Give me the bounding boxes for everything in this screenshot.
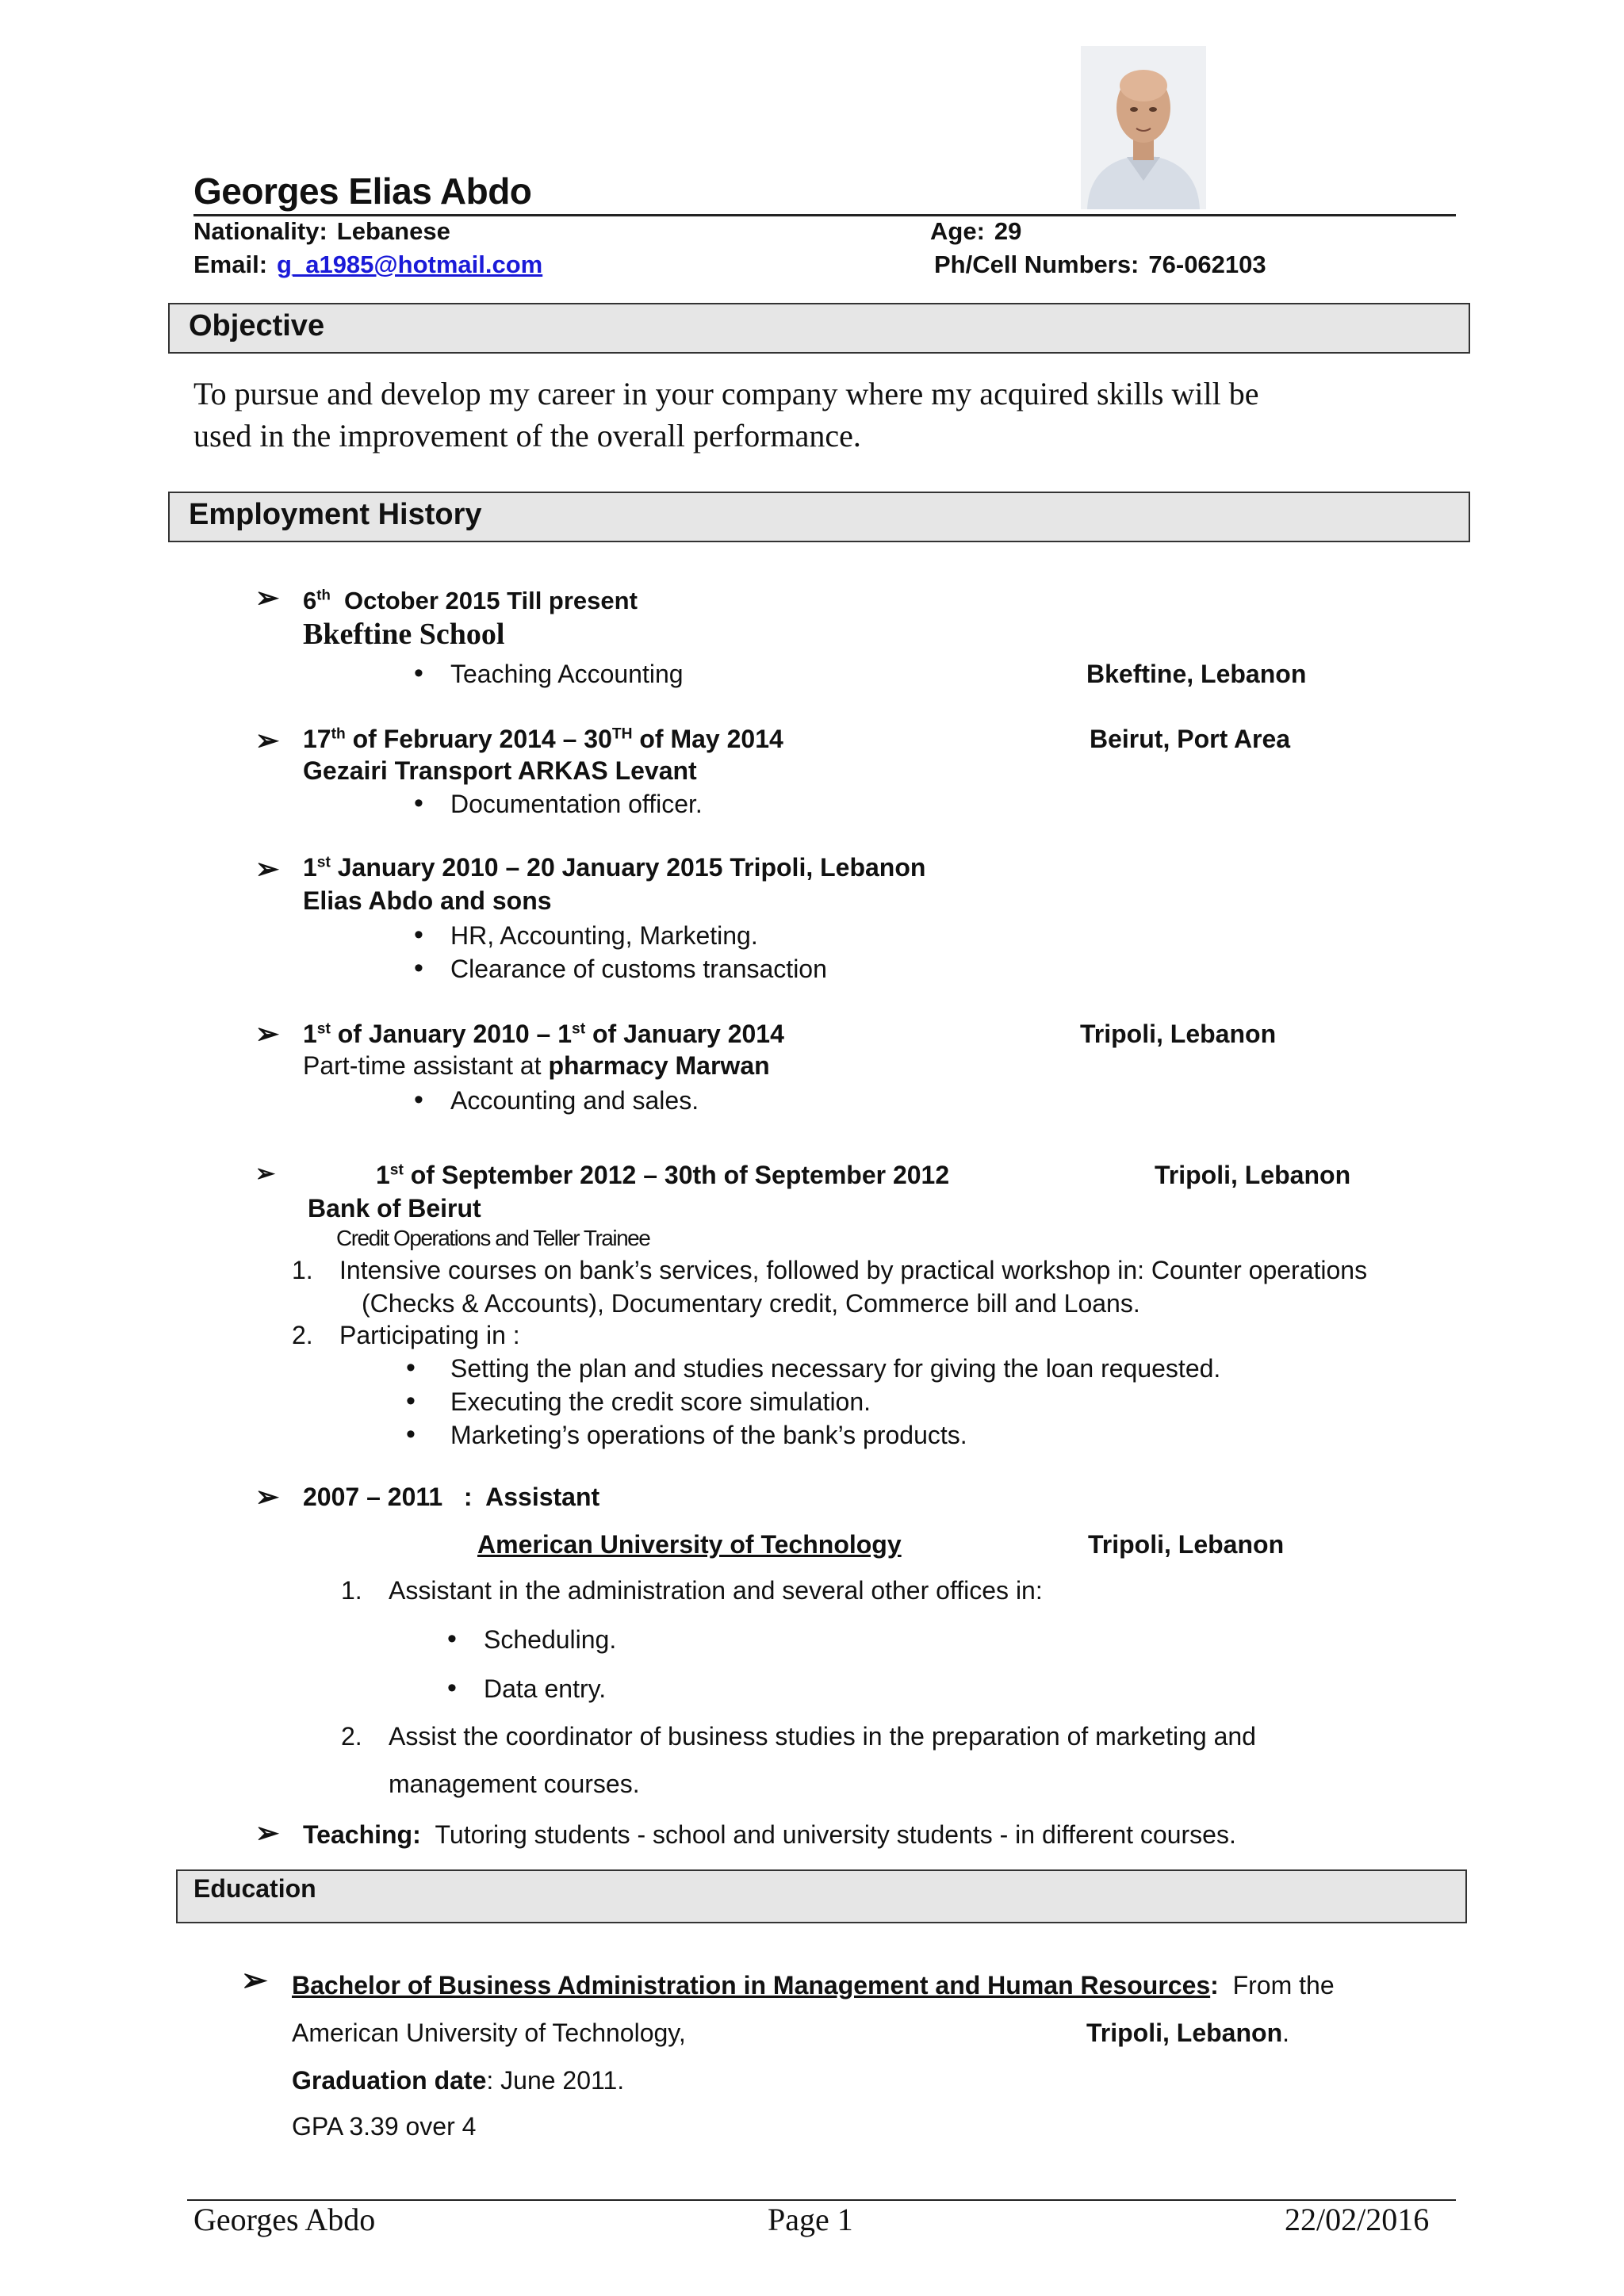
education-gpa: GPA 3.39 over 4	[292, 2112, 477, 2141]
section-title: Education	[193, 1874, 316, 1903]
email-label: Email:	[193, 251, 268, 278]
bullet-icon: •	[406, 1386, 416, 1416]
bullet-icon: •	[447, 1624, 457, 1654]
education-degree-line: Bachelor of Business Administration in Management and Human Resources: From the	[292, 1971, 1335, 1999]
list-number: 1.	[341, 1576, 362, 1605]
job-duty: Scheduling.	[484, 1625, 617, 1654]
phone-label: Ph/Cell Numbers:	[934, 251, 1139, 278]
nationality-value: Lebanese	[336, 217, 450, 245]
job-duty: Documentation officer.	[450, 790, 703, 818]
job-duty: Assistant in the administration and several other offices in:	[389, 1576, 1043, 1605]
bullet-icon: •	[414, 658, 423, 688]
job-date: 1st of September 2012 – 30th of September 2012	[376, 1161, 950, 1189]
job-duty: Participating in :	[339, 1321, 520, 1349]
bullet-icon: •	[447, 1673, 457, 1703]
bullet-icon: •	[406, 1353, 416, 1383]
job-location: Beirut, Port Area	[1090, 725, 1291, 753]
footer-date: 22/02/2016	[1285, 2202, 1430, 2237]
arrow-bullet-icon: ➢	[255, 1816, 280, 1849]
candidate-name: Georges Elias Abdo	[193, 170, 532, 212]
email-line	[193, 251, 542, 279]
objective-line: used in the improvement of the overall performance.	[193, 418, 861, 453]
list-number: 1.	[292, 1256, 313, 1284]
job-duty: Marketing’s operations of the bank’s products.	[450, 1421, 967, 1449]
arrow-bullet-icon: ➢	[255, 1161, 276, 1187]
phone-line	[934, 251, 1266, 279]
job-duty: Assist the coordinator of business studies in the preparation of marketing and	[389, 1722, 1256, 1751]
arrow-bullet-icon: ➢	[255, 852, 280, 885]
nationality-line	[193, 217, 450, 246]
job-employer: Bank of Beirut	[308, 1194, 481, 1223]
teaching-line: Teaching: Tutoring students - school and university students - in different courses.	[303, 1820, 1236, 1849]
section-employment-history	[168, 492, 1470, 542]
job-date: 6th October 2015 Till present	[303, 586, 638, 614]
section-education	[176, 1869, 1467, 1923]
header-divider	[193, 214, 1456, 216]
job-duty: Teaching Accounting	[450, 660, 684, 688]
bullet-icon: •	[414, 920, 423, 950]
list-number: 2.	[292, 1321, 313, 1349]
job-duty: Clearance of customs transaction	[450, 955, 827, 983]
footer-name: Georges Abdo	[193, 2202, 376, 2237]
arrow-bullet-icon: ➢	[241, 1963, 268, 1998]
nationality-label: Nationality:	[193, 217, 327, 245]
age-line	[930, 217, 1021, 246]
job-location: Bkeftine, Lebanon	[1086, 660, 1307, 688]
section-title: Employment History	[189, 498, 482, 531]
job-role: Part-time assistant at pharmacy Marwan	[303, 1051, 770, 1080]
job-employer: Gezairi Transport ARKAS Levant	[303, 756, 697, 785]
job-duty: Data entry.	[484, 1674, 607, 1703]
age-label: Age:	[930, 217, 985, 245]
education-graduation: Graduation date: June 2011.	[292, 2066, 625, 2095]
job-duty: Setting the plan and studies necessary for giving the loan requested.	[450, 1354, 1221, 1383]
job-duty: Executing the credit score simulation.	[450, 1387, 871, 1416]
job-employer: Bkeftine School	[303, 618, 505, 651]
footer-page: Page 1	[768, 2202, 853, 2237]
bullet-icon: •	[414, 953, 423, 983]
job-duty: HR, Accounting, Marketing.	[450, 921, 758, 950]
arrow-bullet-icon: ➢	[255, 724, 280, 756]
job-duty: management courses.	[389, 1770, 640, 1798]
email-link[interactable]: g_a1985@hotmail.com	[277, 251, 543, 278]
section-objective	[168, 303, 1470, 354]
arrow-bullet-icon: ➢	[255, 1017, 280, 1050]
list-number: 2.	[341, 1722, 362, 1751]
person-photo-icon	[1081, 46, 1206, 209]
arrow-bullet-icon: ➢	[255, 1480, 280, 1513]
job-duty: Intensive courses on bank’s services, followed by practical workshop in: Counter operations	[339, 1256, 1368, 1284]
job-location: Tripoli, Lebanon	[1088, 1530, 1285, 1559]
job-date: 1st of January 2010 – 1st of January 2014	[303, 1020, 784, 1048]
job-role: Credit Operations and Teller Trainee	[336, 1226, 650, 1250]
arrow-bullet-icon: ➢	[255, 581, 280, 614]
job-location: Tripoli, Lebanon	[1155, 1161, 1351, 1189]
bullet-icon: •	[414, 788, 423, 818]
objective-text	[193, 373, 1462, 457]
profile-photo	[1081, 46, 1206, 209]
job-date: 2007 – 2011 : Assistant	[303, 1483, 600, 1511]
section-title: Objective	[189, 309, 325, 342]
job-duty: Accounting and sales.	[450, 1086, 699, 1115]
job-duty: (Checks & Accounts), Documentary credit, Commerce bill and Loans.	[362, 1289, 1140, 1318]
job-date: 1st January 2010 – 20 January 2015 Tripoli, Lebanon	[303, 853, 926, 882]
job-employer: American University of Technology	[477, 1530, 902, 1559]
education-degree: Bachelor of Business Administration in Management and Human Resources	[292, 1971, 1211, 1999]
bullet-icon: •	[414, 1085, 423, 1115]
bullet-icon: •	[406, 1419, 416, 1449]
job-location: Tripoli, Lebanon	[1080, 1020, 1277, 1048]
education-school: American University of Technology,	[292, 2019, 686, 2047]
job-date: 17th of February 2014 – 30TH of May 2014	[303, 725, 783, 753]
age-value: 29	[994, 217, 1022, 245]
phone-value: 76-062103	[1148, 251, 1266, 278]
job-employer: Elias Abdo and sons	[303, 886, 552, 915]
objective-line: To pursue and develop my career in your company where my acquired skills will be	[193, 376, 1259, 411]
education-location-line: Tripoli, Lebanon.	[1086, 2019, 1289, 2047]
